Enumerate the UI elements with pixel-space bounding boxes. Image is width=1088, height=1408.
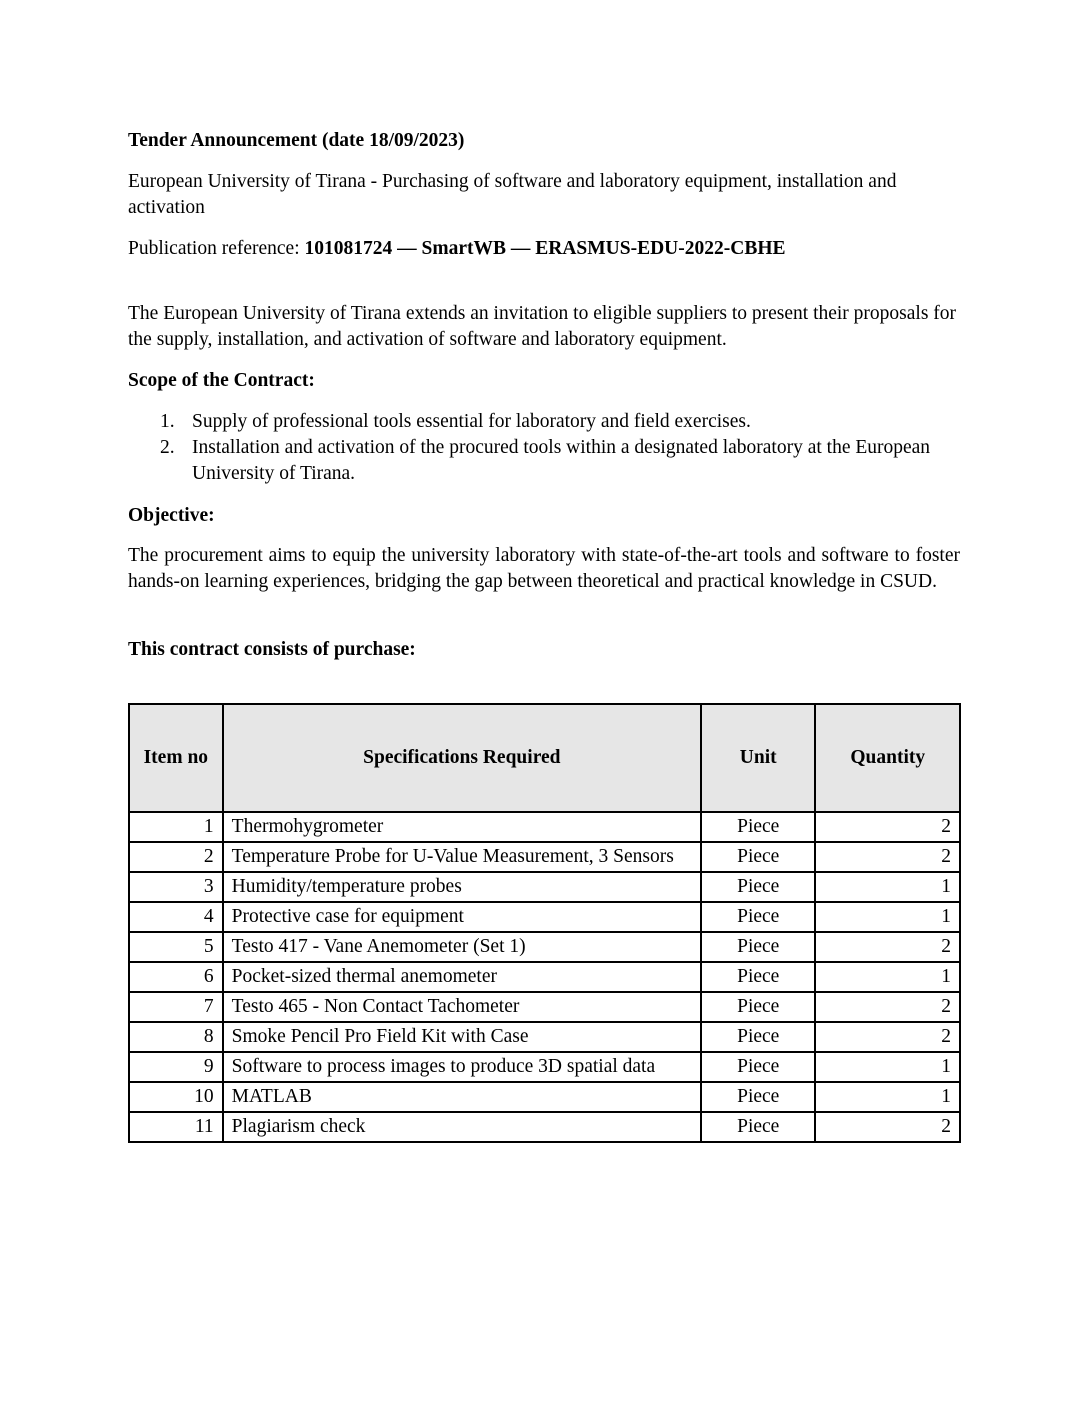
table-row [129,812,960,842]
items-table [128,703,961,1143]
cell-quantity: 1 [815,1082,960,1112]
scope-list-item [128,435,958,487]
cell-unit: Piece [701,842,815,872]
cell-item-no: 7 [129,992,223,1022]
objective-paragraph: The procurement aims to equip the university laboratory with state-of-the-art tools and software to foster hands-on learning experiences, bridging the gap between theoretical and practical knowledge in CSUD. [128,545,960,592]
cell-quantity: 1 [815,872,960,902]
cell-quantity: 2 [815,842,960,872]
cell-unit: Piece [701,1112,815,1142]
cell-item-no: 2 [129,842,223,872]
publication-reference-label: Publication reference: [128,238,305,259]
cell-item-no: 6 [129,962,223,992]
cell-quantity: 2 [815,932,960,962]
scope-heading: Scope of the Contract: [128,370,315,391]
cell-quantity: 2 [815,812,960,842]
table-row [129,932,960,962]
document-subtitle: European University of Tirana - Purchasing of software and laboratory equipment, installation and activation [128,171,897,218]
table-row [129,902,960,932]
header-quantity: Quantity [815,704,960,812]
cell-specification: Humidity/temperature probes [223,872,701,902]
publication-reference-value: 101081724 — SmartWB — ERASMUS-EDU-2022-CBHE [304,238,786,259]
table-body [129,812,960,1142]
table-row [129,1022,960,1052]
cell-unit: Piece [701,812,815,842]
cell-unit: Piece [701,992,815,1022]
cell-item-no: 3 [129,872,223,902]
cell-specification: Smoke Pencil Pro Field Kit with Case [223,1022,701,1052]
header-item-no: Item no [129,704,223,812]
cell-unit: Piece [701,872,815,902]
cell-quantity: 2 [815,1022,960,1052]
cell-item-no: 8 [129,1022,223,1052]
table-row [129,872,960,902]
contract-heading: This contract consists of purchase: [128,639,416,660]
scope-list-item [128,409,958,435]
table-row [129,1052,960,1082]
scope-item-number: 2. [160,437,175,458]
cell-specification: Software to process images to produce 3D spatial data [223,1052,701,1082]
table-row [129,1082,960,1112]
cell-quantity: 2 [815,1112,960,1142]
table-row [129,842,960,872]
cell-unit: Piece [701,962,815,992]
cell-unit: Piece [701,1022,815,1052]
cell-item-no: 9 [129,1052,223,1082]
scope-item-number: 1. [160,411,175,432]
cell-quantity: 1 [815,902,960,932]
table-header-row [129,704,960,812]
cell-quantity: 2 [815,992,960,1022]
cell-item-no: 10 [129,1082,223,1112]
intro-paragraph: The European University of Tirana extends an invitation to eligible suppliers to present their proposals for the supply, installation, and activation of software and laboratory equipment. [128,303,957,350]
cell-unit: Piece [701,1052,815,1082]
cell-unit: Piece [701,932,815,962]
scope-list [128,409,958,487]
scope-item-text: Installation and activation of the procured tools within a designated laboratory at the European University of Tirana. [192,437,931,484]
cell-specification: Testo 417 - Vane Anemometer (Set 1) [223,932,701,962]
document-title: Tender Announcement (date 18/09/2023) [128,130,465,151]
cell-specification: Thermohygrometer [223,812,701,842]
cell-item-no: 4 [129,902,223,932]
cell-specification: Pocket-sized thermal anemometer [223,962,701,992]
header-unit: Unit [701,704,815,812]
cell-item-no: 11 [129,1112,223,1142]
cell-quantity: 1 [815,962,960,992]
cell-item-no: 1 [129,812,223,842]
cell-unit: Piece [701,1082,815,1112]
cell-specification: Testo 465 - Non Contact Tachometer [223,992,701,1022]
header-specifications: Specifications Required [223,704,701,812]
publication-reference [128,236,786,262]
objective-heading: Objective: [128,505,215,526]
cell-item-no: 5 [129,932,223,962]
cell-specification: MATLAB [223,1082,701,1112]
scope-item-text: Supply of professional tools essential for laboratory and field exercises. [192,411,751,432]
table-row [129,992,960,1022]
table-row [129,1112,960,1142]
cell-specification: Plagiarism check [223,1112,701,1142]
cell-unit: Piece [701,902,815,932]
cell-specification: Protective case for equipment [223,902,701,932]
cell-specification: Temperature Probe for U-Value Measurement, 3 Sensors [223,842,701,872]
table-row [129,962,960,992]
cell-quantity: 1 [815,1052,960,1082]
